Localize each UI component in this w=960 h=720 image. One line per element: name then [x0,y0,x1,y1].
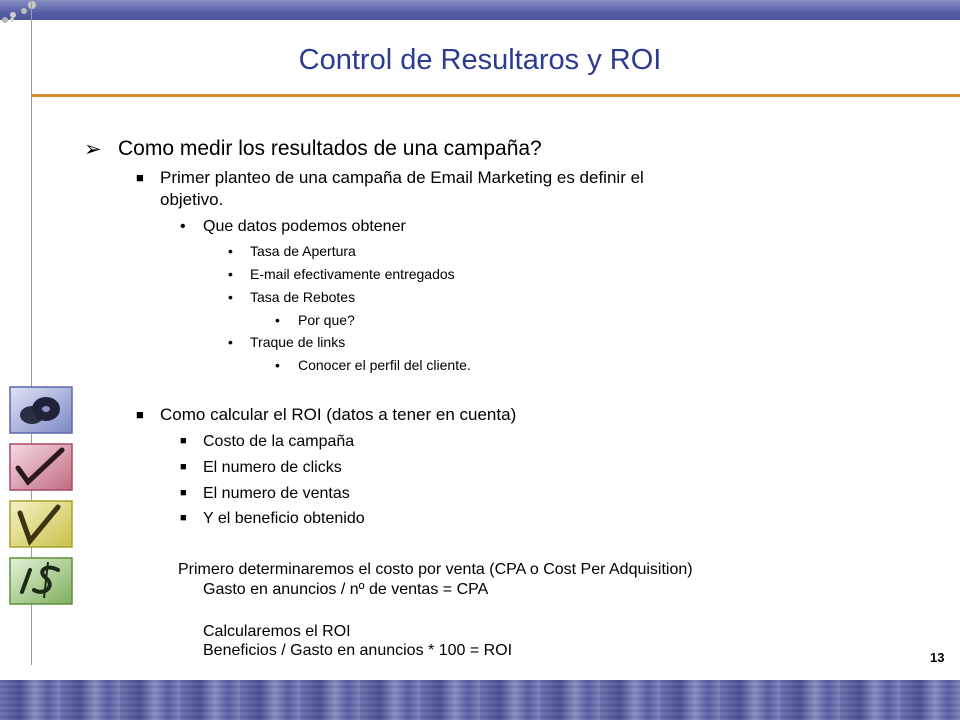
roi-heading: Como calcular el ROI (datos a tener en cuenta) [160,405,517,424]
disc-icon [8,385,74,435]
dot-bullet-icon: • [228,266,233,282]
list-item: El numero de ventas [203,485,350,502]
square-bullet-icon: ■ [180,435,187,447]
list-item: Traque de links [250,334,346,350]
checkmark-yellow-icon [8,499,74,549]
dot-bullet-icon: • [228,243,233,259]
list-item: Tasa de Rebotes [250,289,356,305]
roi-formula: Beneficios / Gasto en anuncios * 100 = ROI [203,642,513,659]
cpa-description: Primero determinaremos el costo por venta (CPA o Cost Per Adquisition) [178,561,693,578]
dot-bullet-icon: • [228,334,233,350]
slide-title: Control de Resultaros y ROI [298,44,662,76]
list-item: Tasa de Apertura [250,243,356,259]
list-item: E-mail efectivamente entregados [250,266,455,282]
dot-bullet-icon: • [180,218,186,235]
roi-calc-heading: Calcularemos el ROI [203,623,351,640]
bottom-photo-strip [0,680,960,720]
dot-bullet-icon: • [228,289,233,305]
list-item: Y el beneficio obtenido [203,510,365,527]
question-heading: Como medir los resultados de una campaña? [118,137,542,160]
dot-bullet-icon: • [275,357,280,373]
square-bullet-icon: ■ [180,461,187,473]
list-item: Por que? [298,312,355,328]
page-number: 13 [930,650,945,665]
square-bullet-icon: ■ [136,170,144,185]
square-bullet-icon: ■ [180,487,187,499]
arrow-bullet-icon: ➢ [84,138,102,161]
checkmark-red-icon [8,442,74,492]
dot-bullet-icon: • [275,312,280,328]
datos-heading: Que datos podemos obtener [203,218,406,235]
square-bullet-icon: ■ [180,512,187,524]
cpa-formula: Gasto en anuncios / nº de ventas = CPA [203,581,489,598]
objective-line-2: objetivo. [160,190,224,209]
dollar-icon [8,556,74,606]
list-item: Costo de la campaña [203,433,355,450]
list-item: Conocer el perfil del cliente. [298,357,471,373]
list-item: El numero de clicks [203,459,342,476]
objective-line-1: Primer planteo de una campaña de Email Marketing es definir el [160,168,644,187]
square-bullet-icon: ■ [136,407,144,422]
